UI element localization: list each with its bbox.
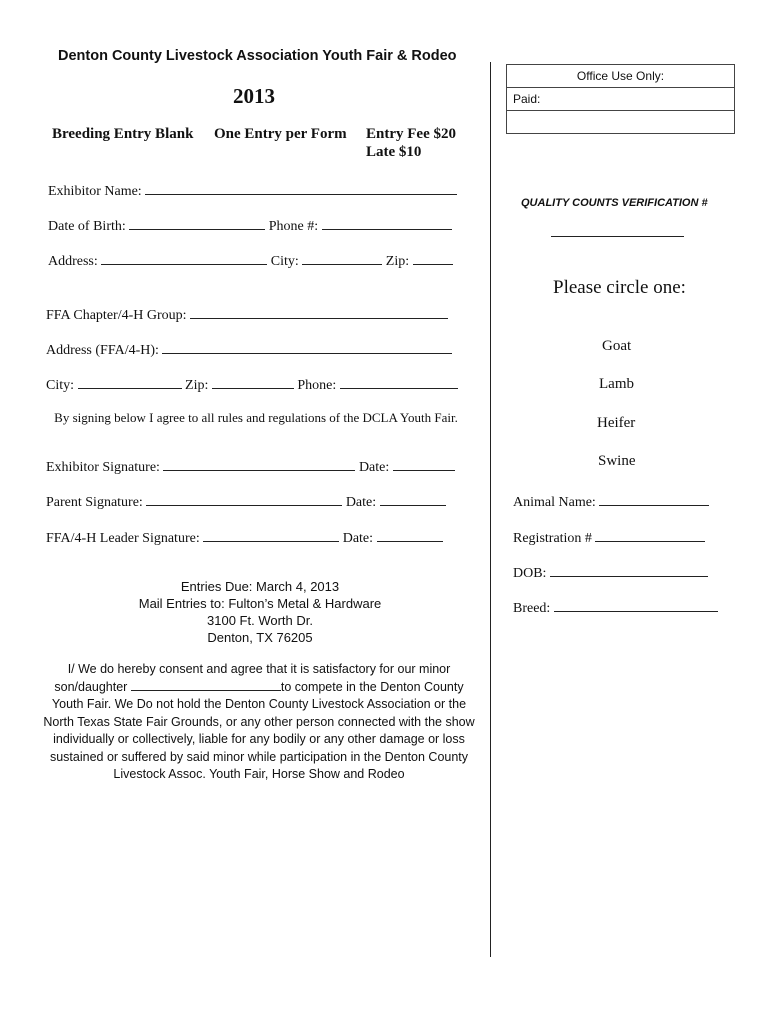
animal-name-row <box>513 491 709 511</box>
parent-signature-row <box>46 491 446 511</box>
exhibitor-phone-field[interactable] <box>322 215 452 230</box>
leader-signature-label: FFA/4-H Leader Signature: <box>46 531 200 546</box>
exhibitor-signature-row <box>46 456 455 476</box>
office-row-divider <box>507 87 734 88</box>
group-phone-field[interactable] <box>340 374 458 389</box>
one-entry-label: One Entry per Form <box>214 126 347 142</box>
chapter-row <box>46 304 448 324</box>
office-row-divider <box>507 110 734 111</box>
breed-label: Breed: <box>513 601 551 616</box>
entry-fee-label: Entry Fee $20 <box>366 126 456 142</box>
group-city-field[interactable] <box>78 374 182 389</box>
registration-row <box>513 527 705 547</box>
late-fee-label: Late $10 <box>366 144 422 160</box>
exhibitor-phone-label: Phone #: <box>268 219 319 234</box>
exhibitor-signature-field[interactable] <box>163 456 355 471</box>
animal-option-lamb[interactable]: Lamb <box>599 376 634 392</box>
animal-dob-label: DOB: <box>513 566 547 581</box>
mail-street: 3100 Ft. Worth Dr. <box>207 613 313 628</box>
animal-dob-row <box>513 562 708 582</box>
leader-signature-row <box>46 527 443 547</box>
group-city-row <box>46 374 458 394</box>
form-title: Denton County Livestock Association Youth Fair & Rodeo <box>58 48 457 64</box>
child-name-field[interactable] <box>131 679 281 691</box>
exhibitor-date-label: Date: <box>358 460 390 475</box>
parent-date-field[interactable] <box>380 491 446 506</box>
chapter-label: FFA Chapter/4-H Group: <box>46 308 187 323</box>
mail-entries: Mail Entries to: Fulton’s Metal & Hardware <box>138 596 382 611</box>
exhibitor-dob-label: Date of Birth: <box>48 219 126 234</box>
exhibitor-address-row <box>48 250 453 270</box>
exhibitor-signature-label: Exhibitor Signature: <box>46 460 160 475</box>
mail-city: Denton, TX 76205 <box>207 630 313 645</box>
leader-date-label: Date: <box>342 531 374 546</box>
exhibitor-city-field[interactable] <box>302 250 382 265</box>
chapter-field[interactable] <box>190 304 448 319</box>
consent-text-2: to compete in the Denton County Youth Fair. We Do not hold the Denton County Livestock Association or the North Texas State Fair Grounds, or any other person connected with the show individually or collectively, liable for any bodily or any other damage or loss sustained or suffered by said minor while participation in the Denton County Livestock Assoc. Youth Fair, Horse Show and Rodeo <box>43 679 475 781</box>
parent-date-label: Date: <box>345 495 377 510</box>
group-zip-label: Zip: <box>185 378 209 393</box>
quality-counts-field[interactable] <box>551 224 684 237</box>
entries-due: Entries Due: March 4, 2013 <box>180 579 340 594</box>
group-address-label: Address (FFA/4-H): <box>46 343 159 358</box>
group-zip-field[interactable] <box>212 374 294 389</box>
animal-option-goat[interactable]: Goat <box>602 338 632 354</box>
registration-field[interactable] <box>595 527 705 542</box>
animal-option-heifer[interactable]: Heifer <box>597 415 636 431</box>
form-year: 2013 <box>233 84 275 108</box>
exhibitor-city-label: City: <box>270 254 299 269</box>
exhibitor-name-label: Exhibitor Name: <box>48 184 142 199</box>
exhibitor-address-label: Address: <box>48 254 98 269</box>
exhibitor-zip-field[interactable] <box>413 250 453 265</box>
animal-name-field[interactable] <box>599 491 709 506</box>
parent-signature-field[interactable] <box>146 491 342 506</box>
leader-date-field[interactable] <box>377 527 443 542</box>
group-city-label: City: <box>46 378 75 393</box>
exhibitor-address-field[interactable] <box>101 250 267 265</box>
group-phone-label: Phone: <box>297 378 337 393</box>
breed-field[interactable] <box>554 597 718 612</box>
group-address-row <box>46 339 452 359</box>
exhibitor-date-field[interactable] <box>393 456 455 471</box>
consent-paragraph <box>40 661 478 784</box>
group-address-field[interactable] <box>162 339 452 354</box>
office-use-box <box>506 64 735 134</box>
column-divider <box>490 62 491 957</box>
exhibitor-dob-field[interactable] <box>129 215 265 230</box>
office-use-title: Office Use Only: <box>576 69 665 83</box>
dob-phone-row <box>48 215 452 235</box>
exhibitor-name-field[interactable] <box>145 180 457 195</box>
animal-name-label: Animal Name: <box>513 495 596 510</box>
registration-label: Registration # <box>513 531 592 546</box>
quality-counts-label: QUALITY COUNTS VERIFICATION # <box>521 197 708 209</box>
entry-blank-label: Breeding Entry Blank <box>52 126 194 142</box>
agreement-text: By signing below I agree to all rules and regulations of the DCLA Youth Fair. <box>54 410 458 425</box>
consent-text-1: I/ We do hereby consent and agree that it is satisfactory for our minor son/daughter <box>54 662 451 694</box>
parent-signature-label: Parent Signature: <box>46 495 143 510</box>
breed-row <box>513 597 718 617</box>
exhibitor-name-row <box>48 180 457 200</box>
entries-block <box>100 578 420 646</box>
exhibitor-zip-label: Zip: <box>385 254 410 269</box>
leader-signature-field[interactable] <box>203 527 339 542</box>
animal-dob-field[interactable] <box>550 562 708 577</box>
circle-prompt: Please circle one: <box>553 277 686 298</box>
paid-label: Paid: <box>513 92 541 106</box>
animal-option-swine[interactable]: Swine <box>598 453 636 469</box>
